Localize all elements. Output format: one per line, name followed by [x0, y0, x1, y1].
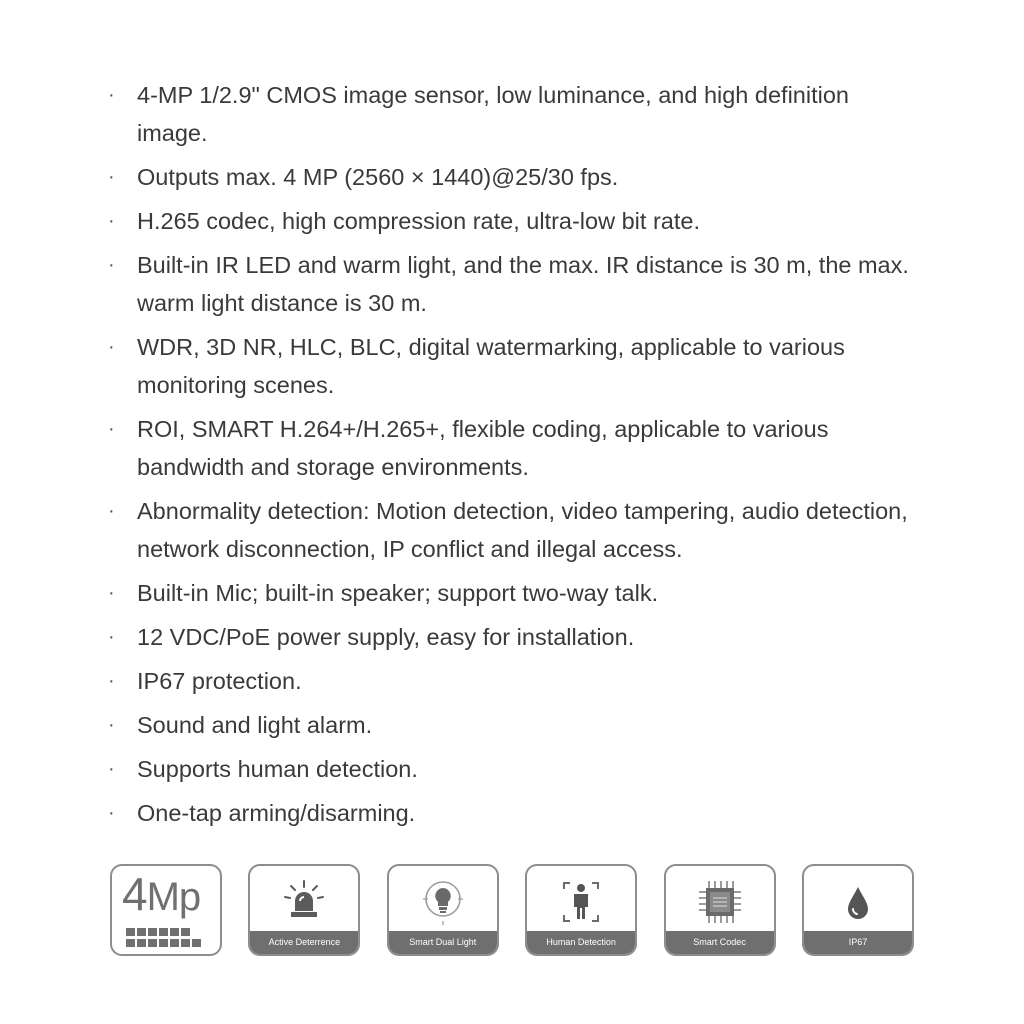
siren-icon — [279, 877, 329, 927]
feature-text: Sound and light alarm. — [137, 712, 373, 738]
feature-text: Built-in Mic; built-in speaker; support two-way talk. — [137, 580, 659, 606]
bullet: · — [108, 626, 115, 648]
feature-text: Supports human detection. — [137, 756, 418, 782]
feature-item — [104, 328, 924, 404]
person-icon-wrap — [527, 872, 635, 932]
feature-item — [104, 706, 924, 744]
feature-text: 12 VDC/PoE power supply, easy for installation. — [137, 624, 635, 650]
badge-4mp — [110, 864, 222, 956]
feature-text: One-tap arming/disarming. — [137, 800, 416, 826]
4mp-icon — [122, 870, 200, 921]
badge-label: Smart Dual Light — [389, 931, 497, 954]
badge-active-deterrence — [248, 864, 360, 956]
feature-text: Outputs max. 4 MP (2560 × 1440)@25/30 fps. — [137, 164, 619, 190]
bulb-icon-wrap — [389, 872, 497, 932]
feature-text: IP67 protection. — [137, 668, 302, 694]
bullet: · — [108, 336, 115, 358]
feature-list — [104, 76, 924, 838]
feature-item — [104, 794, 924, 832]
feature-text: H.265 codec, high compression rate, ultra-low bit rate. — [137, 208, 700, 234]
badge-label: IP67 — [804, 931, 912, 954]
water-drop-icon-wrap — [804, 872, 912, 932]
chip-icon — [695, 877, 745, 927]
feature-item — [104, 750, 924, 788]
feature-text: WDR, 3D NR, HLC, BLC, digital watermarking, applicable to various monitoring scenes. — [137, 334, 845, 398]
bullet: · — [108, 500, 115, 522]
badge-smart-codec — [664, 864, 776, 956]
bullet: · — [108, 418, 115, 440]
badge-label: Smart Codec — [666, 931, 774, 954]
bullet: · — [108, 582, 115, 604]
pixel-grid-icon — [126, 928, 210, 948]
bullet: · — [108, 714, 115, 736]
feature-item — [104, 158, 924, 196]
siren-icon-wrap — [250, 872, 358, 932]
bullet: · — [108, 670, 115, 692]
badge-ip67 — [802, 864, 914, 956]
bulb-icon — [418, 877, 468, 927]
feature-text: 4-MP 1/2.9" CMOS image sensor, low luminance, and high definition image. — [137, 82, 849, 146]
badge-label: Human Detection — [527, 931, 635, 954]
feature-text: Built-in IR LED and warm light, and the max. IR distance is 30 m, the max. warm light distance is 30 m. — [137, 252, 909, 316]
feature-text: Abnormality detection: Motion detection, video tampering, audio detection, network disconnection, IP conflict and illegal access. — [137, 498, 908, 562]
bullet: · — [108, 210, 115, 232]
feature-item — [104, 618, 924, 656]
feature-item — [104, 492, 924, 568]
feature-item — [104, 574, 924, 612]
bullet: · — [108, 802, 115, 824]
feature-badges — [110, 864, 914, 960]
bullet: · — [108, 254, 115, 276]
badge-human-detection — [525, 864, 637, 956]
feature-item — [104, 202, 924, 240]
badge-smart-dual-light — [387, 864, 499, 956]
feature-item — [104, 662, 924, 700]
person-icon — [556, 877, 606, 927]
bullet: · — [108, 166, 115, 188]
bullet: · — [108, 758, 115, 780]
water-drop-icon — [833, 877, 883, 927]
feature-item — [104, 76, 924, 152]
feature-item — [104, 410, 924, 486]
mp-number: 4 — [122, 868, 147, 920]
mp-unit: Mp — [146, 875, 201, 919]
feature-text: ROI, SMART H.264+/H.265+, flexible coding, applicable to various bandwidth and storage environments. — [137, 416, 829, 480]
badge-label: Active Deterrence — [250, 931, 358, 954]
bullet: · — [108, 84, 115, 106]
feature-item — [104, 246, 924, 322]
chip-icon-wrap — [666, 872, 774, 932]
